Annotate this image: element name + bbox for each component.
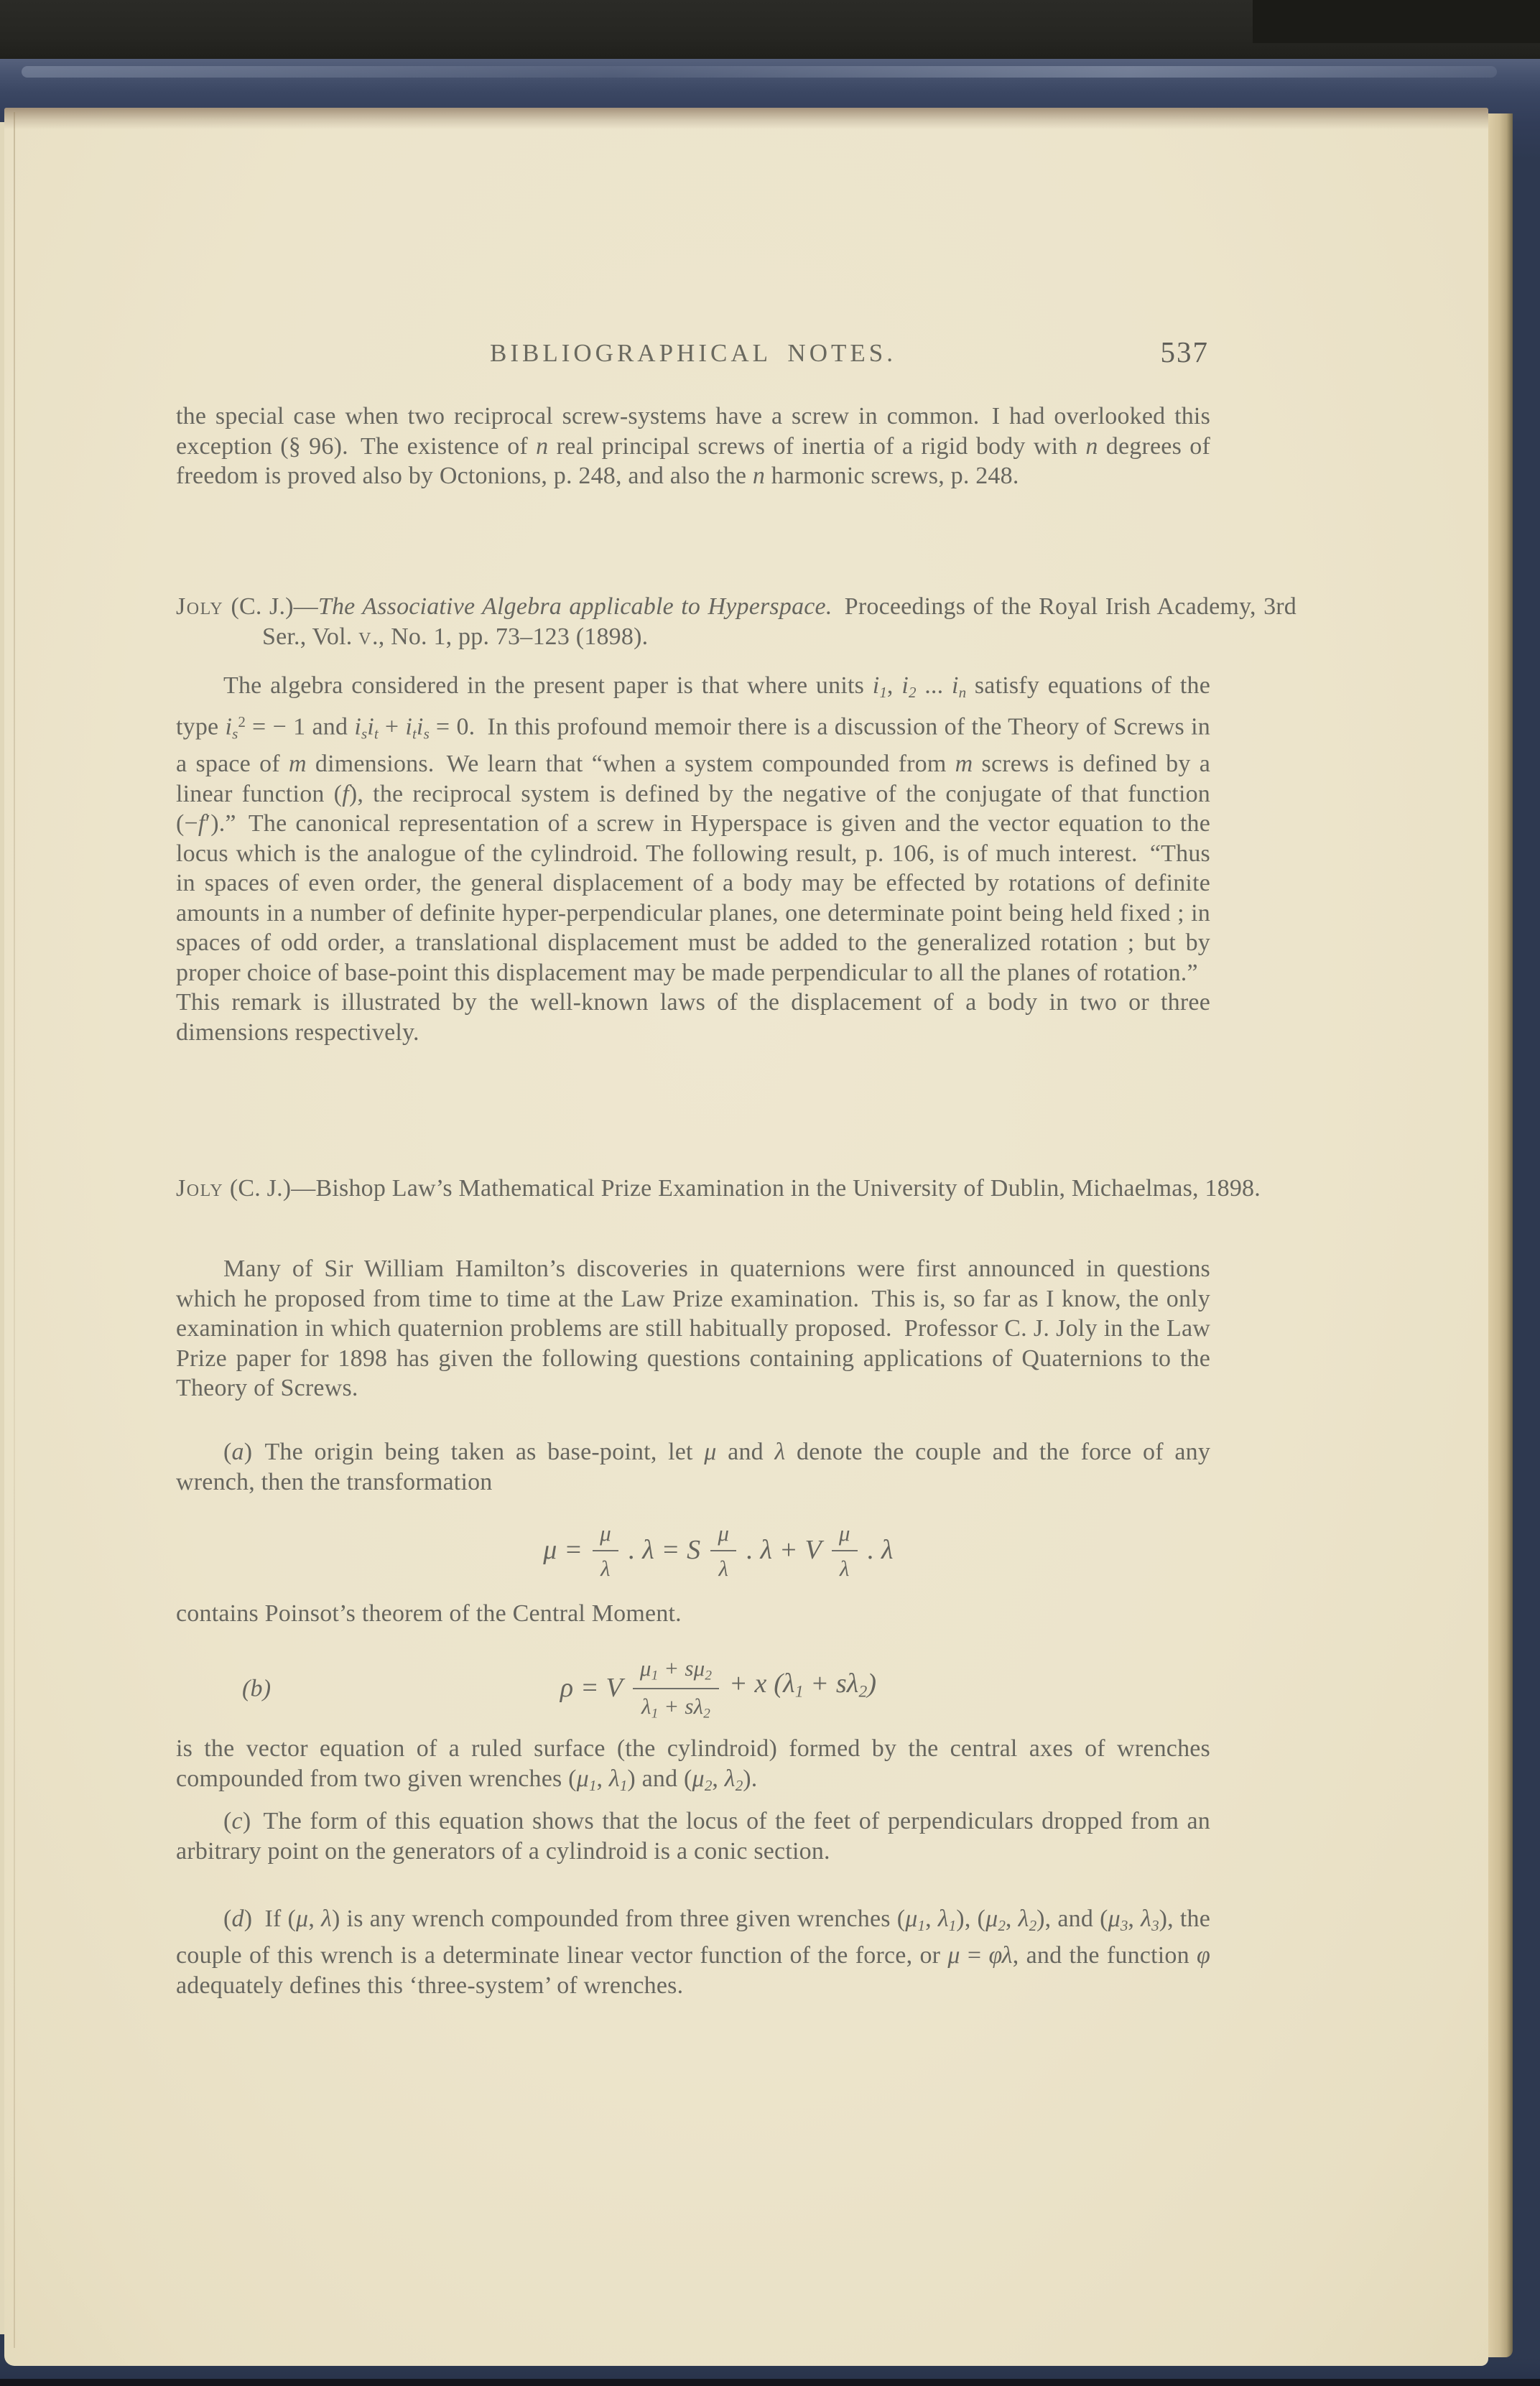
formula-a-lhs: μ = <box>543 1535 583 1566</box>
text-segment: λ <box>937 1905 949 1932</box>
text-segment: ) is any wrench compounded from three given wrenches ( <box>332 1905 906 1932</box>
text-segment: μ <box>693 1656 705 1681</box>
text-segment: d <box>231 1905 244 1932</box>
text-segment: φ <box>988 1942 1002 1969</box>
paragraph-intro-continuation <box>176 401 1210 491</box>
text-segment: n <box>752 463 766 489</box>
text-segment: v <box>358 623 372 650</box>
text-segment: ) and ( <box>627 1765 692 1792</box>
book-cover-sheen <box>22 66 1497 78</box>
running-title: BIBLIOGRAPHICAL NOTES. <box>490 339 896 367</box>
table-background-bottom <box>0 2379 1540 2386</box>
paragraph-hamilton-review <box>176 1254 1210 1403</box>
text-segment: a <box>231 1439 244 1465</box>
page-number: 537 <box>1160 335 1209 368</box>
text-segment: 3 <box>1151 1916 1159 1934</box>
text-segment: + <box>378 713 406 741</box>
text-segment: λ <box>724 1765 736 1792</box>
text-segment: Proceedings of the Royal Irish Academy, 3rd Ser., Vol. <box>262 593 1297 650</box>
text-segment: , <box>925 1905 938 1932</box>
text-segment: 1 <box>879 683 887 701</box>
text-segment: The algebra considered in the present paper is that where units <box>223 672 873 699</box>
text-segment: Joly <box>176 593 224 620</box>
fraction-mu-over-lambda: $\frac{\mu}{\lambda}$ <box>710 1521 736 1581</box>
question-item-d <box>176 1904 1210 2000</box>
text-segment: λ <box>608 1765 620 1792</box>
text-segment: degrees of freedom is proved also by Octonions, p. 248, and also the <box>176 432 1210 489</box>
bibliography-entry-bishop-law-examination <box>176 1174 1297 1204</box>
text-segment: μ <box>576 1765 589 1792</box>
text-segment: ( <box>223 1808 232 1834</box>
text-segment: satisfy equations of the type <box>176 672 1211 741</box>
text-segment: s <box>232 725 238 743</box>
text-segment: ). <box>743 1765 758 1792</box>
text-segment: , <box>596 1765 609 1792</box>
question-label-b: (b) <box>242 1675 272 1702</box>
text-segment: 2 <box>998 1916 1006 1934</box>
text-segment: n <box>958 683 967 701</box>
text-segment: μ <box>692 1765 705 1792</box>
text-segment: i <box>367 713 374 741</box>
text-segment: λ <box>693 1693 704 1719</box>
paragraph-poinsot-continuation <box>176 1599 1210 1629</box>
text-segment: m <box>288 751 307 778</box>
text-segment: 1 <box>794 1683 804 1702</box>
text-segment: φ <box>1197 1942 1211 1969</box>
text-segment: and <box>716 1439 775 1465</box>
text-segment: μ <box>905 1905 918 1932</box>
text-segment: t <box>412 725 417 743</box>
text-segment: ) The origin being taken as base-point, let <box>243 1439 705 1465</box>
text-segment: s <box>423 725 430 743</box>
text-segment: n <box>1085 432 1098 460</box>
text-segment: t <box>374 725 379 743</box>
text-segment: 1 <box>948 1916 957 1934</box>
text-segment: denote the couple and the force of any wrench, then the transformation <box>176 1439 1211 1495</box>
text-segment: λ <box>1141 1905 1152 1932</box>
text-segment: 2 <box>908 683 917 701</box>
formula-b-tail <box>729 1669 876 1707</box>
text-segment: λ <box>1001 1942 1013 1969</box>
fraction-mu-over-lambda: $\frac{\mu}{\lambda}$ <box>832 1521 858 1581</box>
text-segment: ), the couple of this wrench is a determinate linear vector function of the force, or <box>176 1905 1211 1969</box>
text-segment: ′).” The canonical representation of a screw in Hyperspace is given and the vector equation to the locus which is the analogue of the cylindroid. The following result, p. 106, is of much interest. “Thus in spaces of even order, the general displacement of a body may be effected by rotations of definite amounts in a number of definite hyper-perpendicular planes, one determinate point being held fixed ; in spaces of odd order, a translational displacement must be added to the generalized rotation ; but by proper choice of base-point this displacement may be made perpendicular to all the planes of rotation.” This remark is illustrated by the well-known laws of the displacement of a body in two or three dimensions respectively. <box>176 810 1210 1046</box>
text-segment: ), the reciprocal system is defined by the negative of the conjugate of that function (− <box>176 780 1211 837</box>
text-segment: , <box>712 1765 725 1792</box>
text-segment: + <box>658 1693 685 1719</box>
text-segment: i <box>225 713 233 741</box>
text-segment: n <box>536 432 549 460</box>
text-segment: adequately defines this ‘three-system’ of wrenches. <box>176 1972 684 1999</box>
text-segment: contains Poinsot’s theorem of the Central Moment. <box>176 1600 682 1627</box>
text-segment: is the vector equation of a ruled surface (the cylindroid) formed by the central axes of wrenches compounded from two given wrenches ( <box>176 1735 1210 1792</box>
text-segment: The Associative Algebra applicable to Hyperspace. <box>317 593 832 620</box>
text-segment: i <box>354 713 361 741</box>
text-segment: = − 1 and <box>245 713 355 741</box>
question-item-c <box>176 1806 1210 1866</box>
text-segment: Many of Sir William Hamilton’s discoveries in quaternions were first announced in questions which he proposed from time to time at the Law Prize examination. This is, so far as I know, the only examination in which quaternion problems are still habitually proposed. Professor C. J. Joly in the Law Prize paper for 1898 has given the following questions containing applications of Quaternions to the Theory of Screws. <box>176 1255 1210 1401</box>
text-segment: i <box>405 713 413 741</box>
text-segment: , <box>886 672 902 699</box>
text-segment: ) <box>867 1668 877 1699</box>
text-segment: λ <box>774 1439 786 1465</box>
text-segment: 2 <box>858 1683 868 1702</box>
text-segment: i <box>416 713 424 741</box>
text-segment: , <box>308 1905 322 1932</box>
fraction-mu1-smu2-over-lambda1-slambda2 <box>633 1656 719 1722</box>
text-segment: λ <box>783 1668 795 1699</box>
text-segment: ), ( <box>956 1905 986 1932</box>
text-segment: the special case when two reciprocal screw-systems have a screw in common. I had overlooked this exception (§ 96). The existence of <box>176 403 1210 460</box>
formula-b-lhs: ρ = V <box>560 1673 623 1704</box>
text-segment: dimensions. We learn that “when a system compounded from <box>306 751 955 778</box>
text-segment: i <box>872 672 880 699</box>
text-segment: (C. J.)—Bishop Law’s Mathematical Prize Examination in the University of Dublin, Michaelmas, 1898. <box>223 1175 1261 1202</box>
formula-a-tail: . λ <box>867 1535 894 1566</box>
text-segment: + <box>803 1668 836 1699</box>
question-item-a <box>176 1437 1210 1497</box>
text-segment: 1 <box>651 1705 659 1721</box>
text-segment: μ <box>296 1905 309 1932</box>
text-segment: 1 <box>619 1776 628 1794</box>
text-segment: , and the function <box>1012 1942 1197 1969</box>
page-stack-edge <box>1488 113 1513 2357</box>
text-segment: ( <box>223 1905 232 1932</box>
text-segment: 2 <box>238 713 246 731</box>
text-segment: x <box>754 1668 767 1699</box>
text-segment: μ <box>704 1439 717 1465</box>
text-block <box>176 108 1297 2366</box>
formula-a-mid1: . λ = S <box>628 1535 701 1566</box>
paragraph-algebra-review <box>176 671 1210 1047</box>
text-segment: m <box>955 751 973 778</box>
text-segment: f <box>198 810 205 837</box>
text-segment: + <box>658 1656 685 1681</box>
text-segment: 1 <box>588 1776 597 1794</box>
text-segment: μ <box>639 1656 651 1681</box>
text-segment: , <box>1005 1905 1019 1932</box>
formula-a-mid2: . λ + V <box>746 1535 822 1566</box>
table-background-corner <box>1253 0 1540 43</box>
text-segment: λ <box>321 1905 332 1932</box>
text-segment: Joly <box>176 1175 224 1202</box>
book-page <box>4 108 1488 2366</box>
text-segment: = 0. In this profound memoir there is a discussion of the Theory of Screws in a space of <box>176 713 1210 778</box>
text-segment: c <box>231 1808 243 1834</box>
text-segment: 2 <box>703 1705 710 1721</box>
text-segment: s <box>685 1693 694 1719</box>
text-segment: harmonic screws, p. 248. <box>765 463 1019 489</box>
formula-a <box>176 1505 1210 1597</box>
text-segment: (C. J.)— <box>223 593 318 620</box>
text-segment: + <box>728 1668 755 1699</box>
text-segment: screws is defined by a linear function ( <box>176 751 1210 807</box>
text-segment: 1 <box>917 1916 926 1934</box>
text-segment: 2 <box>705 1668 712 1684</box>
paragraph-cylindroid-continuation <box>176 1734 1210 1801</box>
text-segment: s <box>835 1668 847 1699</box>
text-segment: λ <box>641 1693 651 1719</box>
text-segment: s <box>361 725 368 743</box>
text-segment: 1 <box>651 1668 659 1684</box>
text-segment: 2 <box>704 1776 713 1794</box>
text-segment: real principal screws of inertia of a rigid body with <box>548 432 1086 460</box>
text-segment: ( <box>223 1439 232 1465</box>
text-segment: 3 <box>1120 1916 1128 1934</box>
text-segment: ... <box>916 672 952 699</box>
text-segment: λ <box>846 1668 859 1699</box>
formula-b <box>176 1645 1210 1732</box>
bibliography-entry-associative-algebra <box>176 592 1297 651</box>
text-segment: μ <box>985 1905 998 1932</box>
text-segment: 2 <box>735 1776 743 1794</box>
text-segment: ) If ( <box>243 1905 297 1932</box>
text-segment: , <box>1128 1905 1141 1932</box>
text-segment: μ <box>1108 1905 1121 1932</box>
text-segment: 2 <box>1029 1916 1037 1934</box>
text-segment: λ <box>1018 1905 1029 1932</box>
fraction-mu-over-lambda: $\frac{\mu}{\lambda}$ <box>593 1521 618 1581</box>
text-segment: ), and ( <box>1036 1905 1108 1932</box>
text-segment: ) The form of this equation shows that the locus of the feet of perpendiculars dropped from an arbitrary point on the generators of a cylindroid is a conic section. <box>176 1808 1210 1865</box>
text-segment: μ <box>947 1942 960 1969</box>
text-segment: s <box>685 1656 694 1681</box>
text-segment: ., No. 1, pp. 73–123 (1898). <box>372 623 649 650</box>
text-segment: ( <box>766 1668 784 1699</box>
text-segment: i <box>901 672 909 699</box>
text-segment: = <box>960 1942 989 1969</box>
text-segment: i <box>951 672 959 699</box>
text-segment: f <box>342 780 349 807</box>
